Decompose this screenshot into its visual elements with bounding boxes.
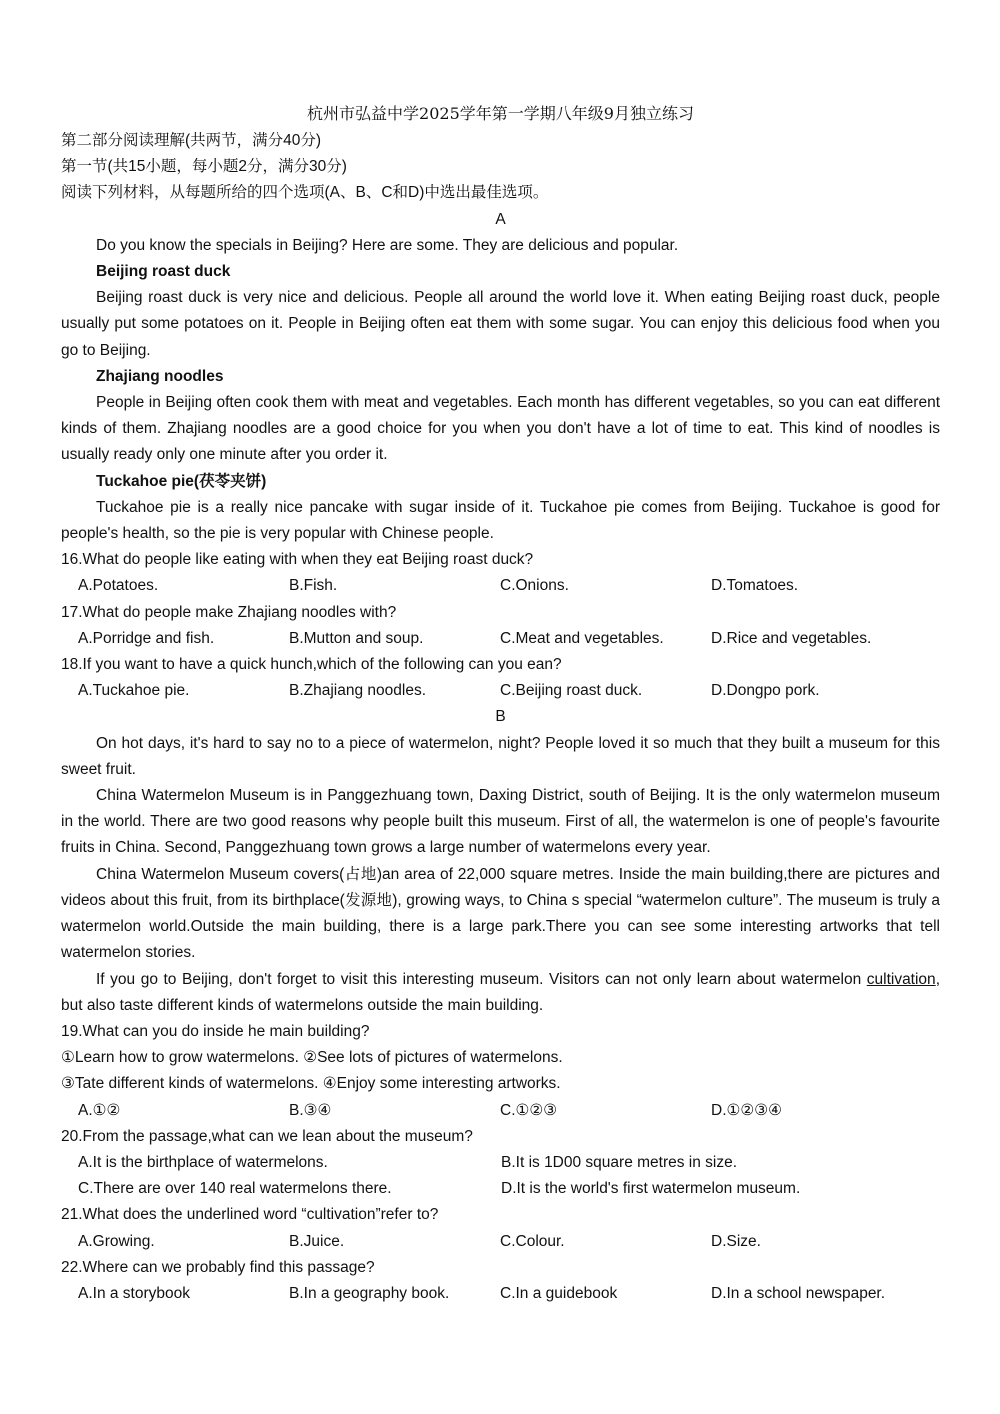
passage-b-label: B xyxy=(495,708,506,726)
question-22-options xyxy=(61,1281,940,1307)
heading-roast-duck: Beijing roast duck xyxy=(96,263,231,281)
heading-zhajiang-noodles: Zhajiang noodles xyxy=(96,367,224,385)
page-title: 杭州市弘益中学2025学年第一学期八年级9月独立练习 xyxy=(307,104,694,123)
part-heading: 第二部分阅读理解(共两节，满分40分) xyxy=(61,132,322,149)
question-21: 21.What does the underlined word “cultivation”refer to? xyxy=(61,1206,439,1224)
option-d: D.It is the world's first watermelon museum. xyxy=(501,1180,801,1198)
heading-tuckahoe-pie: Tuckahoe pie(茯苓夹饼) xyxy=(96,472,267,490)
paragraph-zhajiang-noodles: People in Beijing often cook them with meat and vegetables. Each month has different vegetables, so you can eat different kinds of them. Zhajiang noodles are a good choice for you when you don't have a lot of time to eat. This kind of noodles is usually ready only one minute after you order it. xyxy=(61,394,940,464)
passage-b-paragraph-2: China Watermelon Museum is in Panggezhuang town, Daxing District, south of Beijing. It is the only watermelon museum in the world. There are two good reasons why people built this museum. First of all, the watermelon is one of people's favourite fruits in China. Second, Panggezhuang town grows a large number of watermelons every year. xyxy=(61,787,940,857)
question-19-options xyxy=(61,1098,940,1124)
paragraph-text: , but also taste different kinds of watermelons outside the main building. xyxy=(61,970,940,1014)
passage-a-intro: Do you know the specials in Beijing? Here are some. They are delicious and popular. xyxy=(96,236,679,254)
option-d: D.In a school newspaper. xyxy=(711,1284,886,1302)
question-16-options xyxy=(61,573,940,599)
question-19-statements-1: ①Learn how to grow watermelons. ②See lots of pictures of watermelons. xyxy=(61,1049,563,1067)
option-b: B.Mutton and soup. xyxy=(289,629,424,647)
passage-b-paragraph-3: China Watermelon Museum covers(占地)an area of 22,000 square metres. Inside the main building,there are pictures and videos about this fruit, from its birthplace(发源地), growing ways, to China s special “watermelon culture”. The museum is truly a watermelon world.Outside the main building, there is a large park.There you can see some interesting artworks that tell watermelon stories. xyxy=(61,865,940,962)
option-c: C.In a guidebook xyxy=(500,1284,618,1302)
option-b: B.Juice. xyxy=(289,1232,345,1250)
option-b: B.③④ xyxy=(289,1101,332,1119)
option-d: D.Tomatoes. xyxy=(711,577,799,595)
option-b: B.It is 1D00 square metres in size. xyxy=(501,1153,738,1171)
passage-a-label: A xyxy=(495,210,506,228)
option-a: A.①② xyxy=(78,1101,121,1119)
question-20: 20.From the passage,what can we lean about the museum? xyxy=(61,1127,473,1145)
option-a: A.Growing. xyxy=(78,1232,155,1250)
question-20-options-row-2 xyxy=(61,1176,940,1202)
question-18: 18.If you want to have a quick hunch,which of the following can you ean? xyxy=(61,656,562,674)
question-17: 17.What do people make Zhajiang noodles with? xyxy=(61,603,397,621)
option-d: D.Size. xyxy=(711,1232,761,1250)
paragraph-text: If you go to Beijing, don't forget to visit this interesting museum. Visitors can not only learn about watermelon xyxy=(96,970,867,988)
option-a: A.It is the birthplace of watermelons. xyxy=(78,1153,328,1171)
passage-b-paragraph-4 xyxy=(61,967,940,1019)
question-18-options xyxy=(61,678,940,704)
option-c: C.There are over 140 real watermelons there. xyxy=(78,1180,392,1198)
paragraph-tuckahoe-pie: Tuckahoe pie is a really nice pancake with sugar inside of it. Tuckahoe pie comes from Beijing. Tuckahoe is good for people's health, so the pie is very popular with Chinese people. xyxy=(61,498,940,543)
option-c: C.Onions. xyxy=(500,577,569,595)
option-c: C.①②③ xyxy=(500,1101,558,1119)
option-a: A.Potatoes. xyxy=(78,577,159,595)
option-a: A.Tuckahoe pie. xyxy=(78,682,190,700)
option-c: C.Beijing roast duck. xyxy=(500,682,643,700)
option-d: D.①②③④ xyxy=(711,1101,783,1119)
instruction: 阅读下列材料，从每题所给的四个选项(A、B、C和D)中选出最佳选项。 xyxy=(61,184,549,202)
option-c: C.Colour. xyxy=(500,1232,565,1250)
passage-b-paragraph-1: On hot days, it's hard to say no to a piece of watermelon, night? People loved it so much that they built a museum for this sweet fruit. xyxy=(61,734,940,778)
option-c: C.Meat and vegetables. xyxy=(500,629,664,647)
option-b: B.Zhajiang noodles. xyxy=(289,682,427,700)
option-a: A.Porridge and fish. xyxy=(78,629,215,647)
option-d: D.Dongpo pork. xyxy=(711,682,820,700)
option-d: D.Rice and vegetables. xyxy=(711,629,872,647)
question-20-options-row-1 xyxy=(61,1150,940,1176)
option-b: B.In a geography book. xyxy=(289,1284,450,1302)
question-16: 16.What do people like eating with when they eat Beijing roast duck? xyxy=(61,551,534,569)
section-heading: 第一节(共15小题，每小题2分，满分30分) xyxy=(61,158,347,176)
underlined-word: cultivation xyxy=(866,970,936,988)
option-a: A.In a storybook xyxy=(78,1284,191,1302)
question-17-options xyxy=(61,626,940,652)
option-b: B.Fish. xyxy=(289,577,338,595)
question-21-options xyxy=(61,1229,940,1255)
question-22: 22.Where can we probably find this passage? xyxy=(61,1258,375,1276)
question-19-statements-2: ③Tate different kinds of watermelons. ④Enjoy some interesting artworks. xyxy=(61,1075,561,1093)
question-19: 19.What can you do inside he main building? xyxy=(61,1022,370,1040)
paragraph-roast-duck: Beijing roast duck is very nice and delicious. People all around the world love it. When eating Beijing roast duck, people usually put some potatoes on it. People in Beijing often eat them with some sugar. You can enjoy this delicious food when you go to Beijing. xyxy=(61,289,940,359)
